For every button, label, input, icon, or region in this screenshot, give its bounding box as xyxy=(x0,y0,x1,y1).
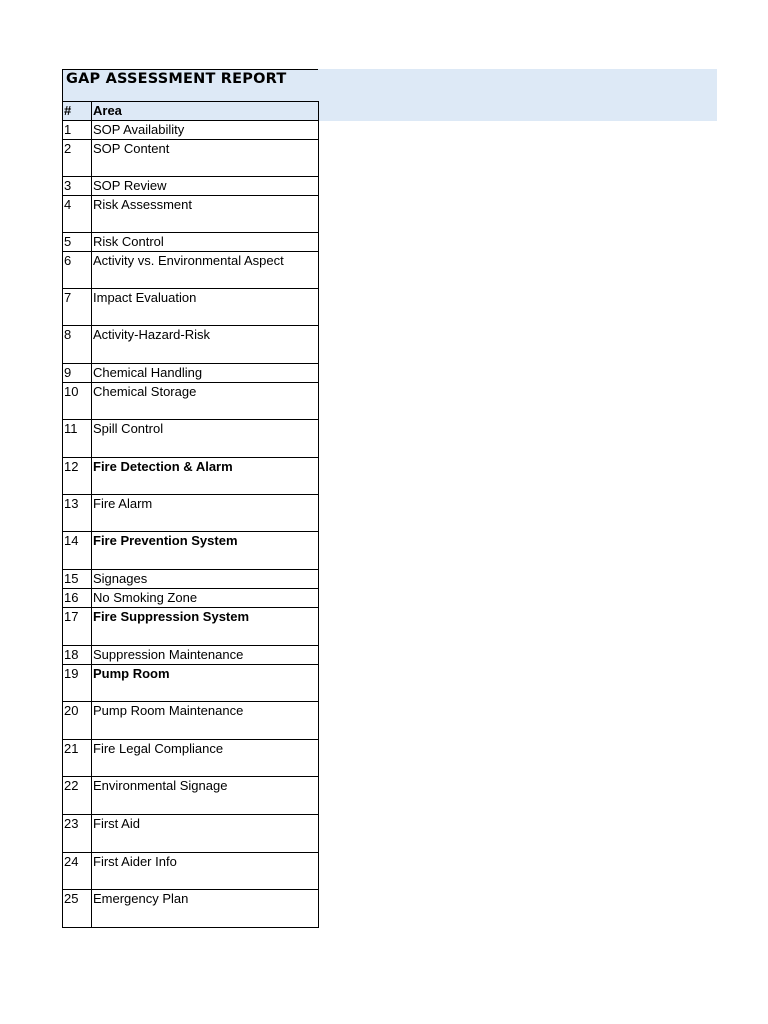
row-area: Activity-Hazard-Risk xyxy=(92,326,319,364)
table-row xyxy=(63,458,319,495)
row-area: No Smoking Zone xyxy=(92,589,319,608)
row-number: 16 xyxy=(63,589,92,608)
table-row xyxy=(63,196,319,233)
gap-assessment-table xyxy=(62,101,319,928)
table-body xyxy=(63,121,319,928)
table-row xyxy=(63,740,319,777)
title-band-fill xyxy=(318,69,717,121)
table-header-row xyxy=(63,102,319,121)
row-number: 13 xyxy=(63,495,92,532)
table-row xyxy=(63,570,319,589)
table-row xyxy=(63,364,319,383)
row-area: Impact Evaluation xyxy=(92,289,319,326)
table-row xyxy=(63,890,319,928)
row-area: Suppression Maintenance xyxy=(92,646,319,665)
table-row xyxy=(63,495,319,532)
row-number: 1 xyxy=(63,121,92,140)
table-row xyxy=(63,853,319,890)
row-area: Pump Room xyxy=(92,665,319,702)
row-number: 7 xyxy=(63,289,92,326)
row-number: 11 xyxy=(63,420,92,458)
row-number: 21 xyxy=(63,740,92,777)
table-row xyxy=(63,233,319,252)
row-area: First Aider Info xyxy=(92,853,319,890)
row-area: Pump Room Maintenance xyxy=(92,702,319,740)
row-area: Fire Prevention System xyxy=(92,532,319,570)
table-row xyxy=(63,702,319,740)
row-number: 22 xyxy=(63,777,92,815)
row-number: 14 xyxy=(63,532,92,570)
table-row xyxy=(63,532,319,570)
row-area: Fire Alarm xyxy=(92,495,319,532)
row-number: 19 xyxy=(63,665,92,702)
row-area: SOP Availability xyxy=(92,121,319,140)
row-number: 23 xyxy=(63,815,92,853)
row-number: 20 xyxy=(63,702,92,740)
row-area: Signages xyxy=(92,570,319,589)
row-number: 6 xyxy=(63,252,92,289)
column-header-num: # xyxy=(63,102,92,121)
row-number: 17 xyxy=(63,608,92,646)
table-row xyxy=(63,383,319,420)
row-area: SOP Review xyxy=(92,177,319,196)
row-number: 4 xyxy=(63,196,92,233)
row-area: Fire Legal Compliance xyxy=(92,740,319,777)
row-number: 25 xyxy=(63,890,92,928)
table-row xyxy=(63,289,319,326)
row-number: 5 xyxy=(63,233,92,252)
report-title: GAP ASSESSMENT REPORT xyxy=(66,71,287,87)
row-area: Fire Suppression System xyxy=(92,608,319,646)
table-row xyxy=(63,121,319,140)
row-area: Chemical Handling xyxy=(92,364,319,383)
table-row xyxy=(63,420,319,458)
row-number: 12 xyxy=(63,458,92,495)
row-area: Chemical Storage xyxy=(92,383,319,420)
row-area: Fire Detection & Alarm xyxy=(92,458,319,495)
row-area: Activity vs. Environmental Aspect xyxy=(92,252,319,289)
table-row xyxy=(63,177,319,196)
report-title-cell xyxy=(62,69,318,101)
table-row xyxy=(63,665,319,702)
table-row xyxy=(63,777,319,815)
row-number: 24 xyxy=(63,853,92,890)
row-number: 8 xyxy=(63,326,92,364)
table-row xyxy=(63,608,319,646)
row-number: 2 xyxy=(63,140,92,177)
column-header-area: Area xyxy=(92,102,319,121)
row-area: SOP Content xyxy=(92,140,319,177)
row-number: 18 xyxy=(63,646,92,665)
row-number: 10 xyxy=(63,383,92,420)
row-area: Spill Control xyxy=(92,420,319,458)
row-number: 9 xyxy=(63,364,92,383)
table-row xyxy=(63,252,319,289)
table-row xyxy=(63,589,319,608)
row-area: Risk Assessment xyxy=(92,196,319,233)
row-area: Emergency Plan xyxy=(92,890,319,928)
row-number: 3 xyxy=(63,177,92,196)
row-area: Environmental Signage xyxy=(92,777,319,815)
row-area: Risk Control xyxy=(92,233,319,252)
table-row xyxy=(63,815,319,853)
table-row xyxy=(63,646,319,665)
table-row xyxy=(63,326,319,364)
row-area: First Aid xyxy=(92,815,319,853)
row-number: 15 xyxy=(63,570,92,589)
table-row xyxy=(63,140,319,177)
